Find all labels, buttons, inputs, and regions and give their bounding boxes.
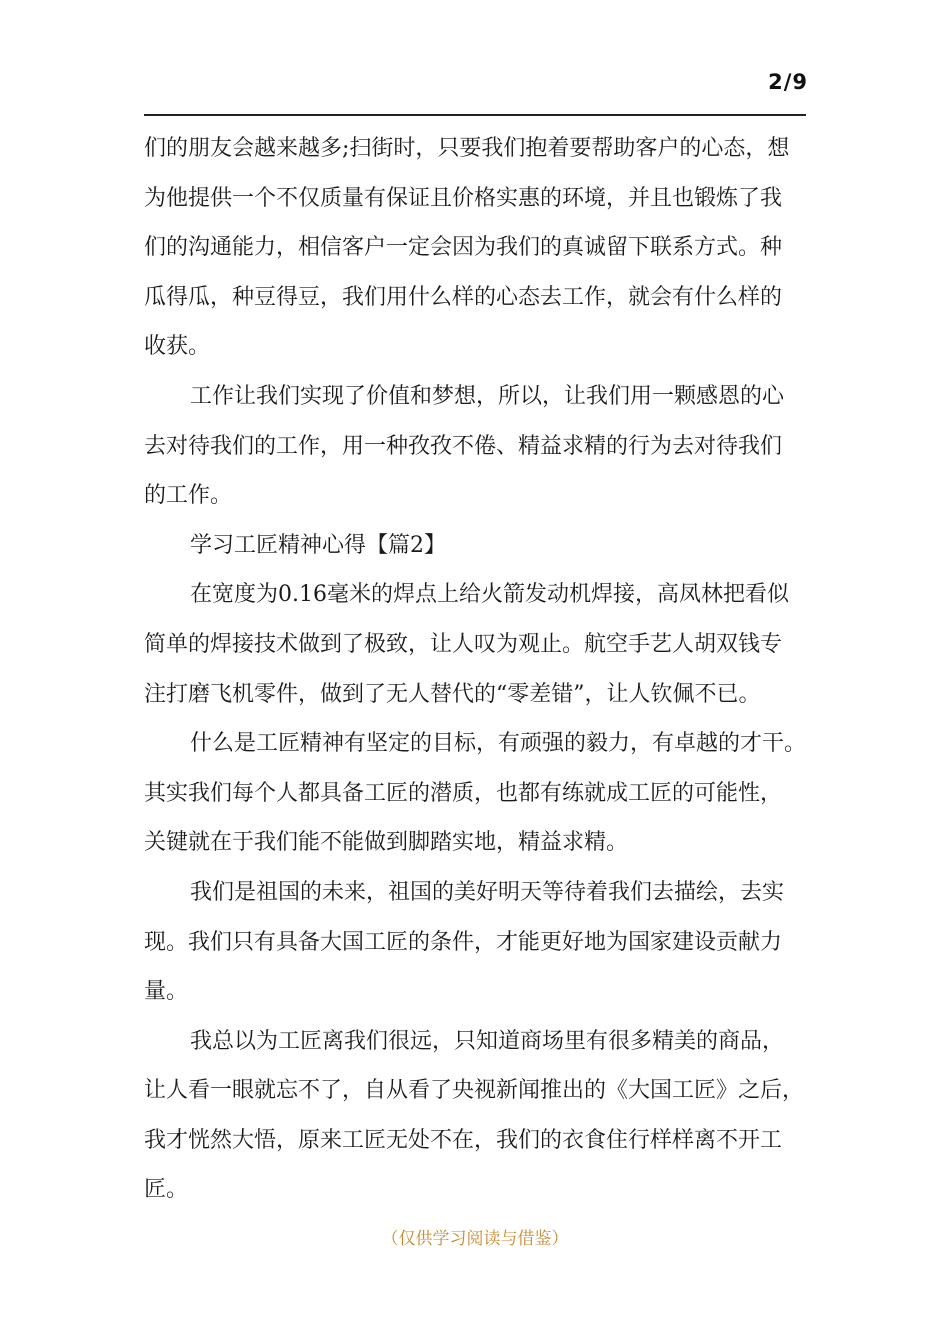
text-line: 简单的焊接技术做到了极致，让人叹为观止。航空手艺人胡双钱专 [144,631,783,657]
text-line: 去对待我们的工作，用一种孜孜不倦、精益求精的行为去对待我们 [144,433,783,459]
page-number: 2/9 [768,70,808,94]
footer-note: （仅供学习阅读与借鉴） [381,1229,569,1249]
paragraph-start-line: 我总以为工匠离我们很远，只知道商场里有很多精美的商品， [190,1028,785,1054]
text-line: 的工作。 [144,483,233,509]
paragraph-start-line: 什么是工匠精神有坚定的目标，有顽强的毅力，有卓越的才干。 [190,731,807,757]
text-line: 量。 [144,979,189,1005]
paragraph-start-line: 我们是祖国的未来，祖国的美好明天等待着我们去描绘，去实 [190,879,785,905]
text-line: 收获。 [144,334,211,360]
text-line: 们的朋友会越来越多;扫街时，只要我们抱着要帮助客户的心态，想 [144,136,790,161]
header-divider [144,114,806,116]
document-body [144,124,808,1215]
text-line: 其实我们每个人都具备工匠的潜质，也都有练就成工匠的可能性， [144,780,783,806]
text-line: 匠。 [144,1177,189,1203]
paragraph-start-line: 工作让我们实现了价值和梦想，所以，让我们用一颗感恩的心 [190,383,785,409]
text-line: 注打磨飞机零件，做到了无人替代的“零差错”，让人钦佩不已。 [144,681,761,707]
text-line: 我才恍然大悟，原来工匠无处不在，我们的衣食住行样样离不开工 [144,1127,783,1153]
section-heading: 学习工匠精神心得【篇2】 [190,532,446,558]
paragraph-start-line: 在宽度为0.16毫米的焊点上给火箭发动机焊接，高凤林把看似 [190,582,789,608]
text-line: 为他提供一个不仅质量有保证且价格实惠的环境，并且也锻炼了我 [144,185,783,211]
text-line: 们的沟通能力，相信客户一定会因为我们的真诚留下联系方式。种 [144,235,783,261]
text-line: 关键就在于我们能不能做到脚踏实地，精益求精。 [144,830,629,856]
text-line: 现。我们只有具备大国工匠的条件，才能更好地为国家建设贡献力 [144,929,783,955]
text-line: 让人看一眼就忘不了，自从看了央视新闻推出的《大国工匠》之后， [144,1078,805,1104]
text-line: 瓜得瓜，种豆得豆，我们用什么样的心态去工作，就会有什么样的 [144,284,783,310]
